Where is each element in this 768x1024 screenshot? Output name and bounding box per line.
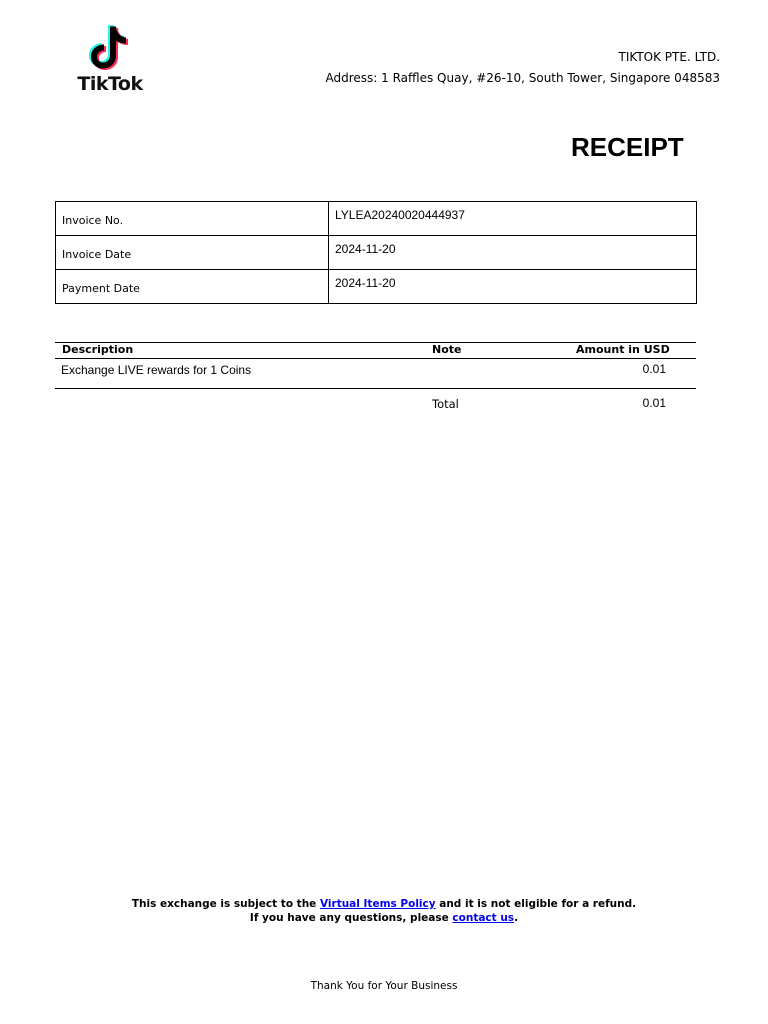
page-title: RECEIPT [571, 132, 684, 162]
total-amount: 0.01 [642, 396, 666, 410]
company-address: Address: 1 Raffles Quay, #26-10, South Tower, Singapore 048583 [325, 71, 720, 85]
invoice-date-value: 2024-11-20 [329, 236, 697, 270]
contact-notice-suffix: . [514, 912, 519, 924]
payment-date-value: 2024-11-20 [329, 270, 697, 304]
invoice-date-label: Invoice Date [56, 236, 329, 270]
payment-date-label: Payment Date [56, 270, 329, 304]
logo-wordmark: TikTok [77, 73, 143, 95]
contact-notice-prefix: If you have any questions, please [249, 912, 453, 924]
item-amount: 0.01 [642, 362, 666, 376]
refund-notice-suffix: and it is not eligible for a refund. [435, 898, 637, 910]
column-header-amount: Amount in USD [576, 343, 670, 356]
thank-you-note: Thank You for Your Business [310, 980, 458, 992]
company-name: TIKTOK PTE. LTD. [618, 50, 720, 64]
tiktok-logo [70, 22, 150, 98]
refund-notice [0, 898, 768, 910]
tiktok-note-icon [70, 22, 150, 74]
table-row [56, 236, 697, 270]
contact-notice [0, 912, 768, 924]
item-description: Exchange LIVE rewards for 1 Coins [61, 363, 252, 377]
refund-notice-prefix: This exchange is subject to the [131, 898, 320, 910]
invoice-no-label: Invoice No. [56, 202, 329, 236]
table-row [56, 202, 697, 236]
virtual-items-policy-link[interactable]: Virtual Items Policy [319, 898, 436, 910]
items-header-divider [55, 358, 696, 359]
items-bottom-divider [55, 388, 696, 389]
invoice-no-value: LYLEA20240020444937 [329, 202, 697, 236]
table-row [56, 270, 697, 304]
column-header-description: Description [62, 343, 134, 356]
contact-us-link[interactable]: contact us [452, 912, 515, 924]
total-label: Total [432, 397, 459, 411]
invoice-table [55, 201, 697, 304]
column-header-note: Note [432, 343, 462, 356]
